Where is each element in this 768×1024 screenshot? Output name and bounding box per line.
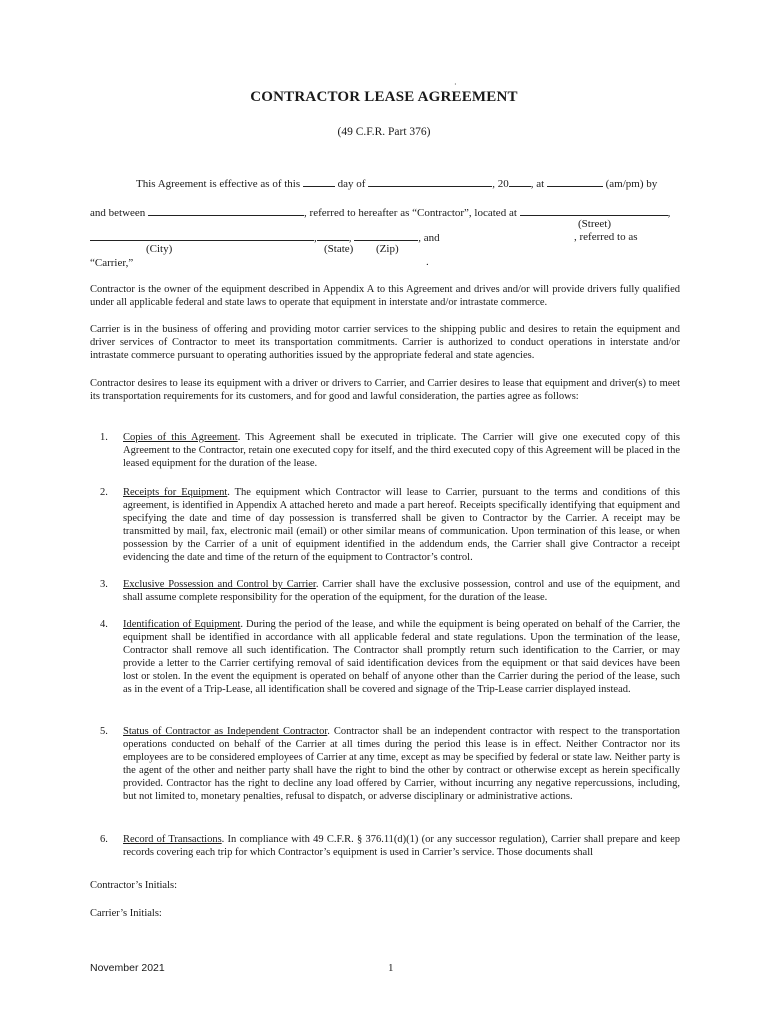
section-heading: Exclusive Possession and Control by Carrier [123,579,316,590]
section-text: . This Agreement shall be executed in triplicate. The Carrier will give one executed copy of this Agreement to the Contractor, retain one executed copy for itself, and the third executed copy of this Agreement will be placed in the leased equipment for the duration of the lease. [123,432,680,469]
section-body [123,725,680,803]
document-title: CONTRACTOR LEASE AGREEMENT [250,89,518,105]
section-heading: Copies of this Agreement [123,432,238,443]
referred-to-as-label: , referred to as [574,231,638,243]
section-body [123,833,680,859]
section-heading: Status of Contractor as Independent Contractor [123,726,328,737]
city-blank[interactable] [90,230,314,241]
section-number: 2. [100,487,108,498]
footer-date: November 2021 [90,962,165,974]
and-between-label: and between [90,207,146,219]
intro-paragraph-2: Carrier is in the business of offering and providing motor carrier services to the shipping public and desires to retain the equipment and driver services of Contractor to meet its transportation commitments. Carrier is authorized to conduct operations in interstate and/or intrastate commerce pursuant to operating authorities issued by the appropriate federal and state agencies. [90,324,680,361]
section-number: 5. [100,726,108,737]
city-label: (City) [146,243,173,255]
street-comma: , [667,207,671,219]
and-label: , and [418,232,440,244]
section-text: . During the period of the lease, and while the equipment is being operated on behalf of the Carrier, the equipment shall be identified in accordance with all applicable federal and state regulations. Upon the termination of the lease, Contractor shall remove all such identification. The Contractor shall promptly return such identification to the Carrier, or may provide a letter to the Carrier certifying removal of said identification devices from the equipment or that said devices have been lost or stolen. In the event the equipment is operated on behalf of anyone other than the Carrier during the period of the lease, such as in the event of a Trip-Lease, all identification shall be covered and signage of the Trip-Lease carrier displayed instead. [123,619,680,695]
document-subtitle: (49 C.F.R. Part 376) [337,126,431,138]
section-number: 3. [100,579,108,590]
section-heading: Identification of Equipment [123,619,241,630]
day-blank[interactable] [303,176,335,187]
page-number: 1 [388,962,394,974]
carrier-initials-label: Carrier’s Initials: [90,908,162,919]
at-label: , at [530,178,545,190]
carrier-label: “Carrier,” [90,257,134,269]
section-text: . The equipment which Contractor will lease to Carrier, pursuant to the terms and conditions of this agreement, is identified in Appendix A attached hereto and made a part hereof. Receipts specifically identifying that equipment and specifying the date and time of day possession is transferred shall be given to Contractor by the Carrier. A receipt may be transmitted by mail, fax, electronic mail (email) or other similar means of communication. Upon termination of this lease, or when possession by the Carrier of a unit of equipment identified in the addendum ends, the Carrier shall give Contractor a receipt evidencing the date and time of the return of the equipment to Contractor’s control. [123,487,680,563]
section-body [123,578,680,604]
city-comma: , [314,232,317,244]
contractor-label: , referred to hereafter as “Contractor”, located at [304,207,517,219]
contractor-initials-label: Contractor’s Initials: [90,880,177,891]
month-blank[interactable] [368,176,492,187]
section-text: . Carrier shall have the exclusive possession, control and use of the equipment, and shall assume complete responsibility for the operation of the equipment, for the duration of the lease. [123,579,680,603]
section-number: 1. [100,432,108,443]
street-blank[interactable] [520,205,668,216]
year-prefix: , 20 [492,178,509,190]
section-body [123,618,680,696]
state-blank[interactable] [317,230,349,241]
section-body [123,431,680,470]
year-blank[interactable] [509,176,531,187]
section-number: 4. [100,619,108,630]
street-label: (Street) [578,218,611,230]
section-heading: Record of Transactions [123,834,222,845]
form-line-1 [136,176,657,191]
time-blank[interactable] [547,176,603,187]
section-body [123,486,680,564]
section-number: 6. [100,834,108,845]
section-text: . In compliance with 49 C.F.R. § 376.11(d)(1) (or any successor regulation), Carrier shall prepare and keep records covering each trip for which Contractor’s equipment is used in Carrier’s service. Those documents shall [123,834,680,858]
state-label: (State) [324,243,354,255]
section-heading: Receipts for Equipment [123,487,228,498]
intro-paragraph-1: Contractor is the owner of the equipment described in Appendix A to this Agreement and drives and/or will provide drivers fully qualified under all applicable federal and state laws to operate that equipment in interstate and/or intrastate commerce. [90,284,680,308]
state-comma: , [348,232,352,244]
zip-label: (Zip) [376,243,399,255]
ampm-label: (am/pm) by [605,178,658,190]
section-text: . Contractor shall be an independent contractor with respect to the transportation operations conducted on behalf of the Carrier at all times during the period this lease is in effect. Neither Contractor nor its employees are to be considered employees of Carrier at any time, except as may be specified by federal or state law. Neither party is the agent of the other and neither party shall have the right to bind the other by contract or otherwise except as herein specifically provided. Contractor has the right to decline any load offered by Carrier, without incurring any negative repercussions, including, but not limited to, monetary penalties, refusal to dispatch, or adverse disciplinary or administrative actions. [123,726,680,802]
day-of-label: day of [337,178,366,190]
trailing-dot: . [426,256,429,268]
stray-mark: · [454,80,457,89]
contractor-name-blank[interactable] [148,205,304,216]
intro-paragraph-3: Contractor desires to lease its equipment with a driver or drivers to Carrier, and Carrier desires to lease that equipment and driver(s) to meet its transportation requirements for its customers, and for good and lawful consideration, the parties agree as follows: [90,378,680,402]
effective-date-label: This Agreement is effective as of this [136,178,301,190]
zip-blank[interactable] [354,230,418,241]
